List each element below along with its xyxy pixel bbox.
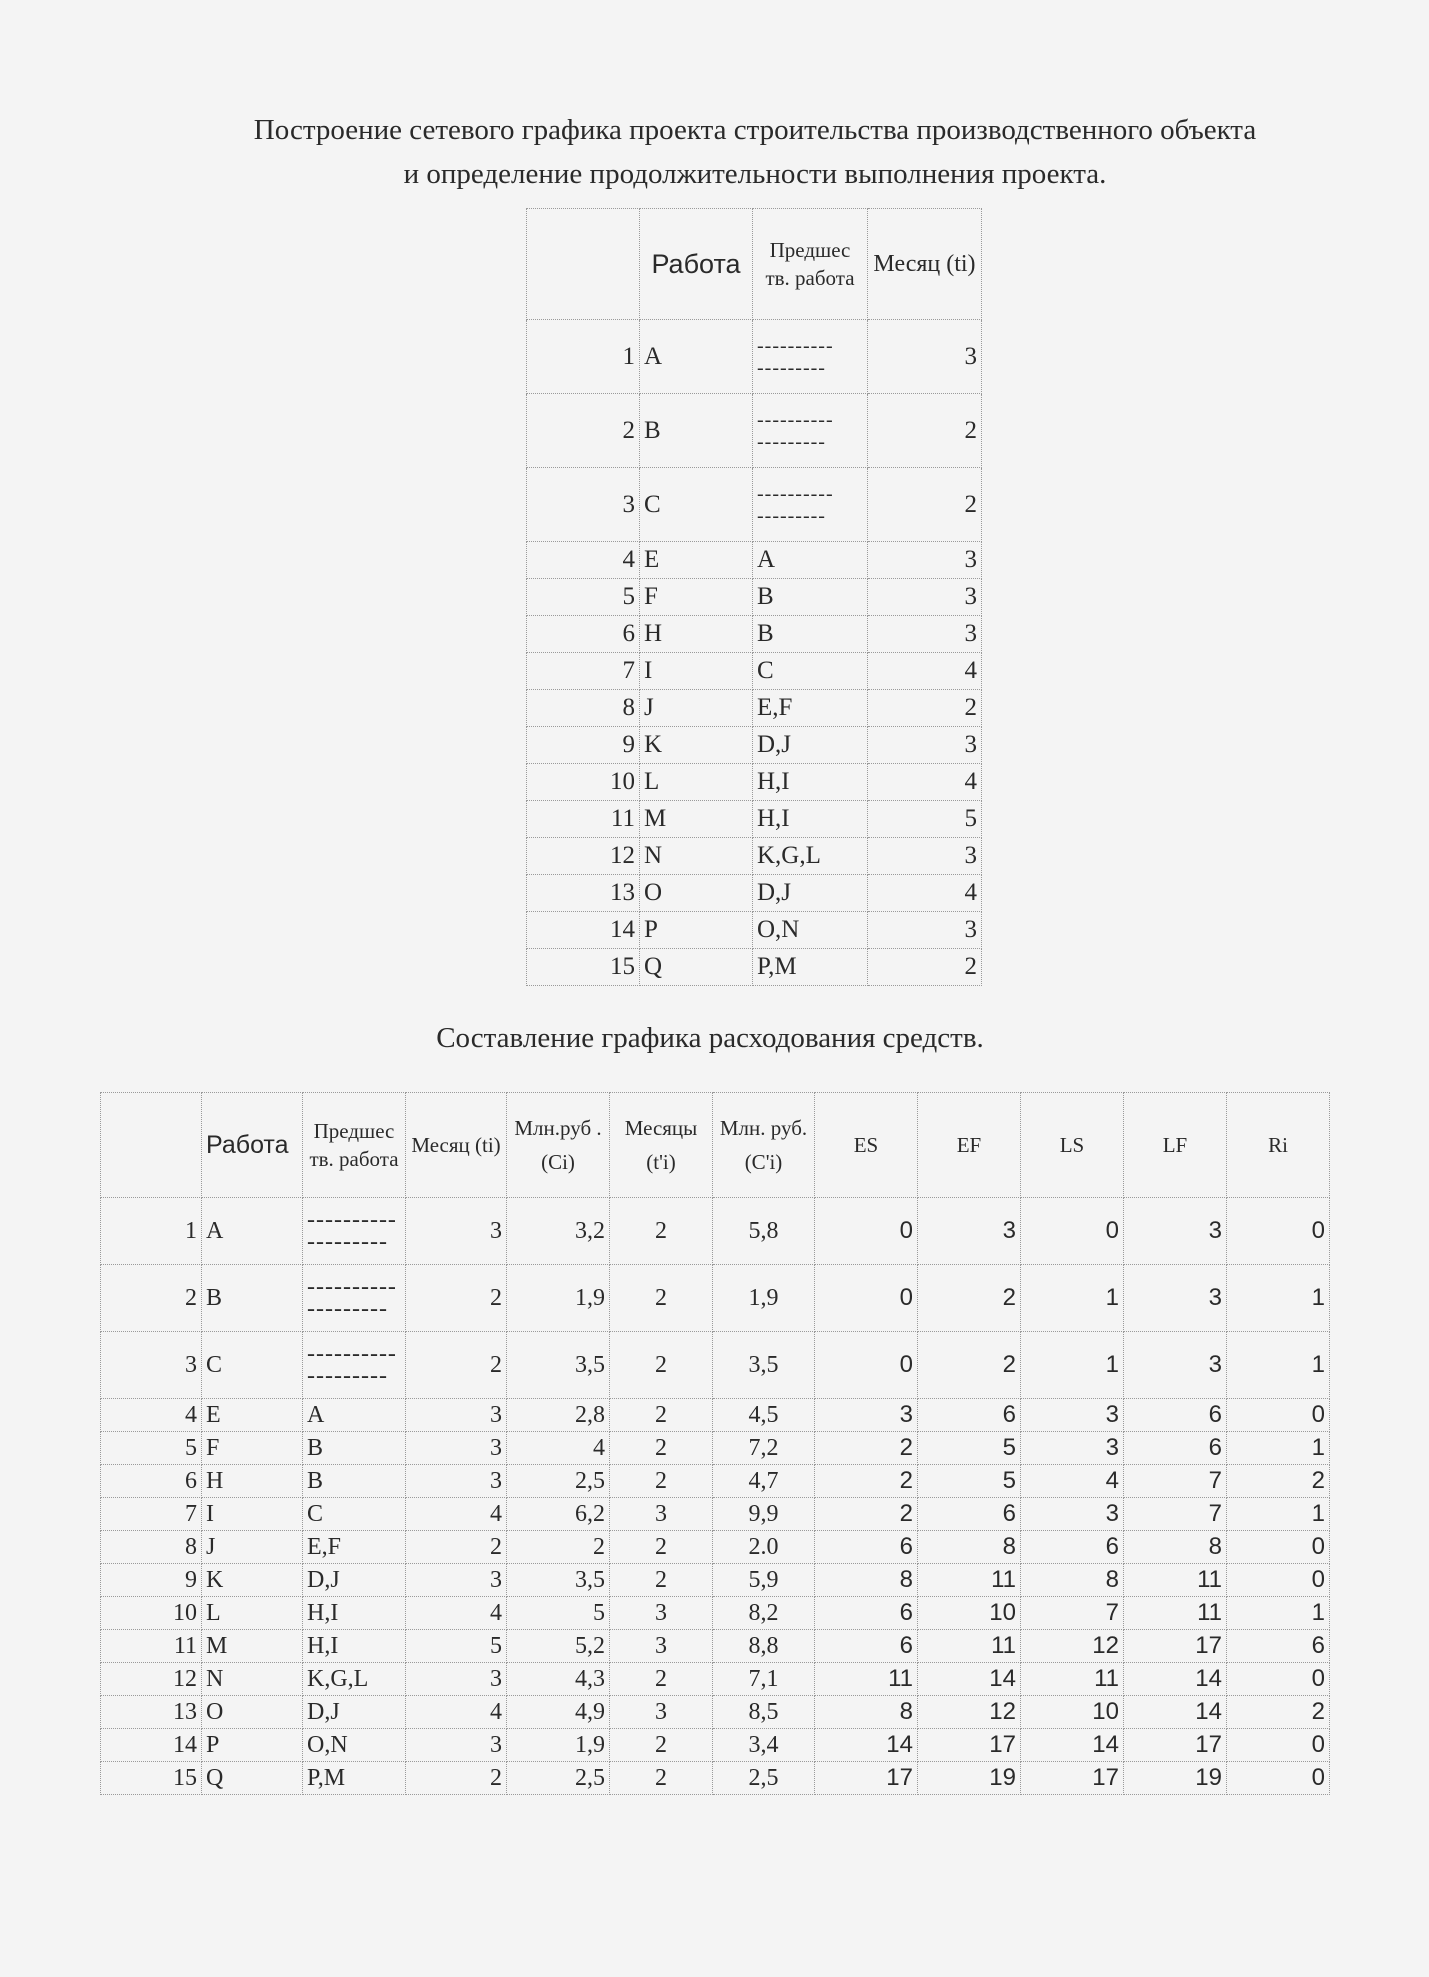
table-cell: 6: [815, 1531, 918, 1564]
table-cell: 8: [918, 1531, 1021, 1564]
title-line-1: Построение сетевого графика проекта строительства производственного объекта: [253, 114, 1257, 146]
table-cell: 6: [527, 616, 640, 653]
table-cell: A: [640, 320, 753, 394]
table-cell: H,I: [303, 1630, 406, 1663]
table-row: [527, 653, 982, 690]
table-cell: 8,2: [713, 1597, 815, 1630]
table-row: [527, 320, 982, 394]
table-cell: 3: [1021, 1432, 1124, 1465]
header-crash-months: Месяцы (t'i): [610, 1093, 713, 1198]
table-cell: 5: [527, 579, 640, 616]
table-cell: 6: [1021, 1531, 1124, 1564]
table-cell: 2: [610, 1465, 713, 1498]
table-cell: 3: [868, 912, 982, 949]
table-cell: C: [303, 1498, 406, 1531]
table-cell: 4,9: [507, 1696, 610, 1729]
table-cell: 7: [1021, 1597, 1124, 1630]
table-cell: 3: [406, 1729, 507, 1762]
table-cell: 3: [610, 1597, 713, 1630]
table-cell: 14: [1124, 1696, 1227, 1729]
table-cell: K,G,L: [753, 838, 868, 875]
table-cell: E: [640, 542, 753, 579]
table-cell: 3: [610, 1630, 713, 1663]
table-cell: 3: [868, 838, 982, 875]
table-row: [101, 1432, 1330, 1465]
table-cell: 6,2: [507, 1498, 610, 1531]
table-cell: ---------- ---------: [303, 1265, 406, 1332]
table-cell: O,N: [753, 912, 868, 949]
table-cell: O,N: [303, 1729, 406, 1762]
table-cell: 7,1: [713, 1663, 815, 1696]
table-cell: 2: [868, 394, 982, 468]
table-row: [101, 1630, 1330, 1663]
table-cell: 2: [610, 1265, 713, 1332]
table-cell: B: [640, 394, 753, 468]
table-cell: F: [202, 1432, 303, 1465]
table-cell: 3: [406, 1663, 507, 1696]
table-cell: 8: [1124, 1531, 1227, 1564]
table-cell: 3: [101, 1332, 202, 1399]
table-cell: 5,8: [713, 1198, 815, 1265]
table-row: [527, 727, 982, 764]
table-cell: 11: [918, 1630, 1021, 1663]
table-cell: B: [202, 1265, 303, 1332]
table-cell: 5: [406, 1630, 507, 1663]
table-cell: 8: [815, 1696, 918, 1729]
table-cell: 3: [1124, 1198, 1227, 1265]
table-cell: P: [202, 1729, 303, 1762]
table-cell: 8: [815, 1564, 918, 1597]
table-cell: 5: [918, 1465, 1021, 1498]
table-cell: 4: [868, 875, 982, 912]
table-cell: E,F: [303, 1531, 406, 1564]
table-cell: P,M: [303, 1762, 406, 1795]
table-cell: 4: [406, 1597, 507, 1630]
table-row: [527, 949, 982, 986]
table-cell: 2: [610, 1729, 713, 1762]
table-cell: 5,9: [713, 1564, 815, 1597]
table-cell: 3,5: [507, 1564, 610, 1597]
table-row: [101, 1729, 1330, 1762]
header-index: [527, 209, 640, 320]
table-cell: 10: [101, 1597, 202, 1630]
table-cell: C: [640, 468, 753, 542]
table-cell: 10: [1021, 1696, 1124, 1729]
table-cell: 6: [815, 1597, 918, 1630]
table-row: [101, 1663, 1330, 1696]
table-cell: 2: [610, 1399, 713, 1432]
table-cell: 4: [1021, 1465, 1124, 1498]
table-cell: D,J: [303, 1696, 406, 1729]
cost-schedule-title: Составление графика расходования средств.: [436, 1022, 984, 1054]
table-cell: 2: [868, 468, 982, 542]
table-row: [101, 1498, 1330, 1531]
table-cell: O: [640, 875, 753, 912]
table-cell: 2,5: [507, 1762, 610, 1795]
table-cell: 3: [406, 1432, 507, 1465]
header-es: ES: [815, 1093, 918, 1198]
table-header-row: [527, 209, 982, 320]
table-cell: 3: [868, 542, 982, 579]
table-cell: F: [640, 579, 753, 616]
table-cell: 17: [1124, 1630, 1227, 1663]
table-cell: 4: [527, 542, 640, 579]
table-cell: 19: [918, 1762, 1021, 1795]
table-cell: 17: [918, 1729, 1021, 1762]
table-cell: 5: [918, 1432, 1021, 1465]
table-cell: 3: [527, 468, 640, 542]
table-cell: 5,2: [507, 1630, 610, 1663]
table-cell: 8: [1021, 1564, 1124, 1597]
table-cell: 0: [1227, 1663, 1330, 1696]
table-cell: 6: [918, 1399, 1021, 1432]
table-row: [527, 616, 982, 653]
table-row: [101, 1332, 1330, 1399]
table-cell: 0: [815, 1332, 918, 1399]
table-cell: 11: [815, 1663, 918, 1696]
table-cell: 4: [507, 1432, 610, 1465]
table-cell: 1: [1227, 1265, 1330, 1332]
table-row: [527, 690, 982, 727]
table-cell: 1: [1021, 1332, 1124, 1399]
table-cell: 6: [1124, 1399, 1227, 1432]
table-cell: 11: [1021, 1663, 1124, 1696]
table-cell: ---------- ---------: [753, 468, 868, 542]
table-cell: 4,7: [713, 1465, 815, 1498]
table-cell: 0: [1227, 1564, 1330, 1597]
table-cell: 3: [918, 1198, 1021, 1265]
table-cell: D,J: [753, 875, 868, 912]
table-cell: H,I: [303, 1597, 406, 1630]
header-ri: Ri: [1227, 1093, 1330, 1198]
table-cell: H: [202, 1465, 303, 1498]
table-cell: 7: [527, 653, 640, 690]
table-cell: K: [640, 727, 753, 764]
table-row: [527, 912, 982, 949]
table-cell: 2,5: [507, 1465, 610, 1498]
table-row: [101, 1696, 1330, 1729]
table-row: [101, 1531, 1330, 1564]
table-cell: H,I: [753, 801, 868, 838]
table-cell: 1: [527, 320, 640, 394]
table-cell: 1,9: [507, 1729, 610, 1762]
table-cell: 3: [815, 1399, 918, 1432]
table-cell: 0: [1021, 1198, 1124, 1265]
table-cell: 12: [527, 838, 640, 875]
table-cell: 3: [1124, 1332, 1227, 1399]
table-cell: P: [640, 912, 753, 949]
table-cell: 0: [1227, 1531, 1330, 1564]
table-cell: 5: [507, 1597, 610, 1630]
table-cell: 13: [101, 1696, 202, 1729]
table-cell: 2: [610, 1332, 713, 1399]
table-cell: 7: [1124, 1465, 1227, 1498]
table-cell: J: [640, 690, 753, 727]
table-cell: 2,5: [713, 1762, 815, 1795]
table-cell: 2,8: [507, 1399, 610, 1432]
table-cell: 3: [406, 1198, 507, 1265]
table-cell: 6: [101, 1465, 202, 1498]
table-cell: 4: [406, 1498, 507, 1531]
table-row: [101, 1198, 1330, 1265]
cost-schedule-table: [100, 1092, 1330, 1795]
table-cell: 2: [1227, 1696, 1330, 1729]
table-cell: 2: [815, 1432, 918, 1465]
table-cell: 3: [868, 320, 982, 394]
table-cell: 14: [527, 912, 640, 949]
table-cell: 1: [1021, 1265, 1124, 1332]
table-cell: 0: [815, 1265, 918, 1332]
table-cell: ---------- ---------: [753, 394, 868, 468]
table-cell: 3: [406, 1564, 507, 1597]
table-cell: E,F: [753, 690, 868, 727]
table-cell: 0: [1227, 1399, 1330, 1432]
table-row: [101, 1399, 1330, 1432]
table-cell: 3: [1124, 1265, 1227, 1332]
table-cell: 2: [610, 1564, 713, 1597]
table-cell: 1,9: [713, 1265, 815, 1332]
table-cell: 10: [527, 764, 640, 801]
table-cell: M: [640, 801, 753, 838]
table-cell: M: [202, 1630, 303, 1663]
table-cell: 1,9: [507, 1265, 610, 1332]
table-cell: 5: [101, 1432, 202, 1465]
table-cell: 2: [815, 1498, 918, 1531]
header-month: Месяц (ti): [406, 1093, 507, 1198]
table-cell: 12: [918, 1696, 1021, 1729]
table-cell: 3,5: [713, 1332, 815, 1399]
table-cell: 12: [1021, 1630, 1124, 1663]
table-cell: 3: [1021, 1498, 1124, 1531]
table-cell: C: [753, 653, 868, 690]
table-cell: D,J: [753, 727, 868, 764]
table-cell: B: [753, 579, 868, 616]
table-cell: 3: [868, 616, 982, 653]
table-cell: 14: [1021, 1729, 1124, 1762]
table-cell: J: [202, 1531, 303, 1564]
table-cell: 3: [406, 1399, 507, 1432]
table-cell: H,I: [753, 764, 868, 801]
table-cell: 5: [868, 801, 982, 838]
table-cell: 2: [610, 1531, 713, 1564]
table-cell: 2: [406, 1762, 507, 1795]
table-cell: 0: [815, 1198, 918, 1265]
document-title: [120, 108, 1390, 196]
table-row: [527, 764, 982, 801]
table-cell: 11: [918, 1564, 1021, 1597]
table-cell: 2: [406, 1332, 507, 1399]
table-cell: 6: [1227, 1630, 1330, 1663]
table-cell: ---------- ---------: [303, 1332, 406, 1399]
table-row: [527, 542, 982, 579]
table-cell: 3: [406, 1465, 507, 1498]
table-cell: 2: [815, 1465, 918, 1498]
table-cell: L: [202, 1597, 303, 1630]
table-cell: 2: [868, 949, 982, 986]
table-cell: D,J: [303, 1564, 406, 1597]
network-schedule-table: [526, 208, 982, 986]
header-predecessor: Предшес тв. работа: [753, 209, 868, 320]
table-cell: A: [202, 1198, 303, 1265]
header-ls: LS: [1021, 1093, 1124, 1198]
table-cell: K,G,L: [303, 1663, 406, 1696]
table-cell: 3: [1021, 1399, 1124, 1432]
table-cell: 4: [868, 764, 982, 801]
table-cell: A: [303, 1399, 406, 1432]
table-cell: 0: [1227, 1762, 1330, 1795]
table-cell: ---------- ---------: [303, 1198, 406, 1265]
table-cell: 2: [1227, 1465, 1330, 1498]
table-cell: 1: [1227, 1332, 1330, 1399]
table-cell: 3,4: [713, 1729, 815, 1762]
table-cell: 4: [101, 1399, 202, 1432]
table-cell: 11: [101, 1630, 202, 1663]
table-cell: 15: [527, 949, 640, 986]
table-cell: 8,8: [713, 1630, 815, 1663]
table-cell: 6: [815, 1630, 918, 1663]
table-cell: 6: [918, 1498, 1021, 1531]
table-row: [527, 875, 982, 912]
table-cell: 4: [868, 653, 982, 690]
table-cell: 14: [101, 1729, 202, 1762]
table-cell: 9: [527, 727, 640, 764]
header-lf: LF: [1124, 1093, 1227, 1198]
header-work: Работа: [640, 209, 753, 320]
table-cell: 7,2: [713, 1432, 815, 1465]
table-row: [101, 1597, 1330, 1630]
table-cell: 19: [1124, 1762, 1227, 1795]
table-cell: 12: [101, 1663, 202, 1696]
table-cell: 2: [406, 1531, 507, 1564]
table-cell: B: [303, 1465, 406, 1498]
table-cell: 2: [507, 1531, 610, 1564]
table-cell: K: [202, 1564, 303, 1597]
table-cell: 6: [1124, 1432, 1227, 1465]
table-cell: 15: [101, 1762, 202, 1795]
table-cell: 14: [918, 1663, 1021, 1696]
table-cell: 1: [1227, 1498, 1330, 1531]
table-row: [527, 801, 982, 838]
table-cell: O: [202, 1696, 303, 1729]
table-cell: 2: [610, 1198, 713, 1265]
table-cell: I: [202, 1498, 303, 1531]
table-cell: 10: [918, 1597, 1021, 1630]
table-cell: 2: [406, 1265, 507, 1332]
title-line-2: и определение продолжительности выполнения проекта.: [403, 158, 1107, 190]
table-cell: 2: [527, 394, 640, 468]
table-cell: 0: [1227, 1198, 1330, 1265]
table-cell: 1: [1227, 1432, 1330, 1465]
table-row: [101, 1564, 1330, 1597]
table-cell: 7: [1124, 1498, 1227, 1531]
table-cell: 3: [610, 1696, 713, 1729]
table-row: [527, 394, 982, 468]
table-cell: H: [640, 616, 753, 653]
table-row: [527, 579, 982, 616]
table-cell: N: [640, 838, 753, 875]
table-cell: 1: [101, 1198, 202, 1265]
table-cell: 13: [527, 875, 640, 912]
table-cell: 3: [610, 1498, 713, 1531]
table-cell: 7: [101, 1498, 202, 1531]
table-cell: 3: [868, 579, 982, 616]
header-predecessor: Предшес тв. работа: [303, 1093, 406, 1198]
table-cell: A: [753, 542, 868, 579]
table-row: [101, 1265, 1330, 1332]
table-cell: E: [202, 1399, 303, 1432]
header-month: Месяц (ti): [868, 209, 982, 320]
table-cell: 9,9: [713, 1498, 815, 1531]
header-cost: Млн.руб . (Ci): [507, 1093, 610, 1198]
table-cell: 8,5: [713, 1696, 815, 1729]
table-cell: 1: [1227, 1597, 1330, 1630]
table-cell: 3,2: [507, 1198, 610, 1265]
header-index: [101, 1093, 202, 1198]
table-cell: I: [640, 653, 753, 690]
table-cell: C: [202, 1332, 303, 1399]
table-cell: Q: [202, 1762, 303, 1795]
table-cell: L: [640, 764, 753, 801]
table-row: [527, 838, 982, 875]
table-cell: 2: [610, 1762, 713, 1795]
table-row: [527, 468, 982, 542]
table-cell: 4,5: [713, 1399, 815, 1432]
table-cell: 14: [815, 1729, 918, 1762]
table-cell: 2: [918, 1265, 1021, 1332]
table-cell: 2: [610, 1663, 713, 1696]
table-cell: 3,5: [507, 1332, 610, 1399]
table-cell: 2: [868, 690, 982, 727]
table-cell: N: [202, 1663, 303, 1696]
table-cell: 17: [1021, 1762, 1124, 1795]
table-cell: 14: [1124, 1663, 1227, 1696]
table-cell: 2: [101, 1265, 202, 1332]
table-cell: 8: [527, 690, 640, 727]
table-cell: 0: [1227, 1729, 1330, 1762]
table-cell: 9: [101, 1564, 202, 1597]
table-cell: 2.0: [713, 1531, 815, 1564]
table-cell: 11: [1124, 1564, 1227, 1597]
header-ef: EF: [918, 1093, 1021, 1198]
table-cell: 4,3: [507, 1663, 610, 1696]
table-cell: 4: [406, 1696, 507, 1729]
table-cell: 8: [101, 1531, 202, 1564]
table-cell: Q: [640, 949, 753, 986]
table-cell: P,M: [753, 949, 868, 986]
table-cell: 17: [1124, 1729, 1227, 1762]
table-cell: B: [303, 1432, 406, 1465]
header-work: Работа: [202, 1093, 303, 1198]
table-cell: ---------- ---------: [753, 320, 868, 394]
table-cell: B: [753, 616, 868, 653]
header-crash-cost: Млн. руб. (C'i): [713, 1093, 815, 1198]
table-cell: 3: [868, 727, 982, 764]
table-row: [101, 1762, 1330, 1795]
table-cell: 17: [815, 1762, 918, 1795]
table-header-row: [101, 1093, 1330, 1198]
table-cell: 2: [918, 1332, 1021, 1399]
table-cell: 2: [610, 1432, 713, 1465]
table-row: [101, 1465, 1330, 1498]
table-cell: 11: [1124, 1597, 1227, 1630]
table-cell: 11: [527, 801, 640, 838]
